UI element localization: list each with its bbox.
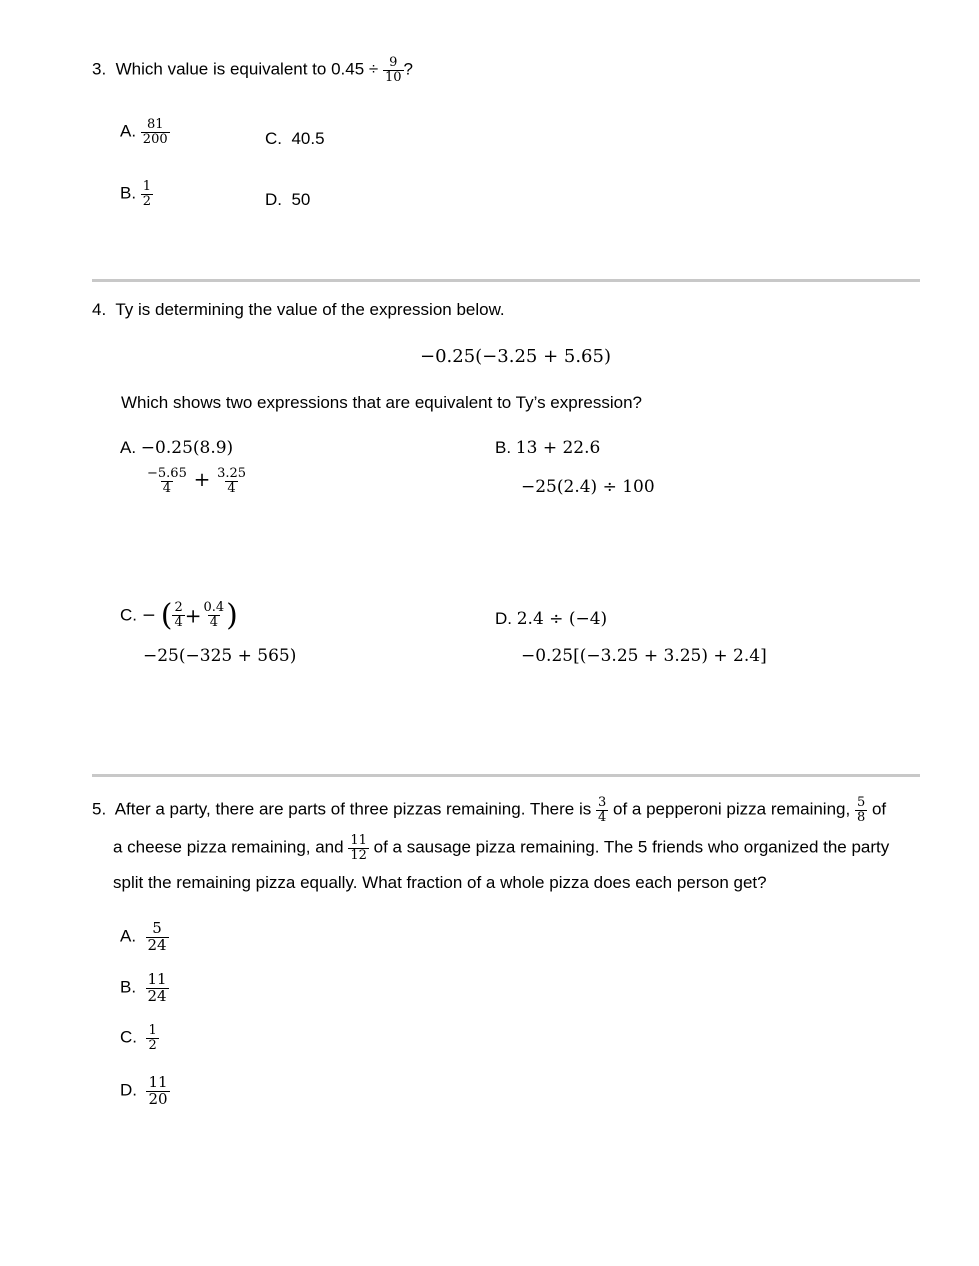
q5-number: 5. — [92, 799, 107, 819]
q4-question: Which shows two expressions that are equivalent to Ty’s expression? — [121, 393, 642, 412]
q5-option-d[interactable]: D. $\frac{11}{20}$ — [120, 1073, 168, 1108]
q5-option-b[interactable]: B. $\frac{11}{24}$ — [120, 970, 167, 1005]
q4-stem — [92, 300, 505, 320]
divider-2 — [92, 774, 920, 777]
q4-option-a[interactable]: A. −0.25(8.9) — [120, 438, 234, 458]
q4-option-b-line2: −25(2.4) ÷ 100 — [521, 477, 655, 497]
q5-option-c[interactable]: C. $\frac{1}{2}$ — [120, 1023, 157, 1053]
q4-expression: −0.25(−3.25 + 5.65) — [420, 346, 611, 367]
q3-option-b[interactable]: B. $\frac{1}{2}$ — [120, 179, 152, 209]
q5-line1: 5. After a party, there are parts of three pizzas remaining. There is $\frac{3}{4}$ of a pepperoni pizza remaining, $\frac{5}{8}$ of — [92, 795, 887, 825]
q3-stem: 3. Which value is equivalent to 0.45 ÷ $\frac{9}{10}$ ? — [92, 55, 413, 85]
q3-option-a-fraction: $\frac{81}{200}$ — [142, 117, 168, 147]
q4-option-b-line1: 13 + 22.6 — [515, 438, 601, 458]
q4-option-d-line1: 2.4 ÷ (−4) — [516, 609, 608, 629]
q4-option-c[interactable]: C. − ( $\frac{2}{4}$ + $\frac{0.4}{4}$ ) — [120, 598, 238, 633]
q3-text: Which value is equivalent to 0.45 ÷ — [115, 59, 379, 79]
q5-line3: split the remaining pizza equally. What fraction of a whole pizza does each person get? — [113, 873, 767, 892]
q4-option-d[interactable]: D. 2.4 ÷ (−4) — [495, 609, 608, 629]
q4-option-b[interactable]: B. 13 + 22.6 — [495, 438, 601, 458]
q4-option-a-line1: −0.25(8.9) — [140, 438, 234, 458]
divider-1 — [92, 279, 920, 282]
q3-option-c[interactable]: C. 40.5 — [265, 129, 325, 148]
q3-option-a[interactable]: A. $\frac{81}{200}$ — [120, 117, 168, 147]
q3-number: 3. — [92, 59, 107, 79]
q5-option-a[interactable]: A. $\frac{5}{24}$ — [120, 919, 167, 954]
q4-option-c-line2: −25(−325 + 565) — [143, 646, 297, 666]
q3-option-d[interactable]: D. 50 — [265, 190, 311, 209]
q3-fraction: $\frac{9}{10}$ — [384, 55, 402, 85]
q3-option-b-fraction: $\frac{1}{2}$ — [142, 179, 152, 209]
q4-option-d-line2: −0.25[(−3.25 + 3.25) + 2.4] — [521, 646, 767, 666]
q4-text: Ty is determining the value of the expression below. — [115, 300, 505, 319]
q4-option-a-line2: $\frac{-5.65}{4}$ + $\frac{3.25}{4}$ — [147, 466, 247, 497]
q5-line2: a cheese pizza remaining, and $\frac{11}{12}$ of a sausage pizza remaining. The 5 friends who organized the party — [113, 833, 890, 863]
q4-number: 4. — [92, 300, 107, 319]
